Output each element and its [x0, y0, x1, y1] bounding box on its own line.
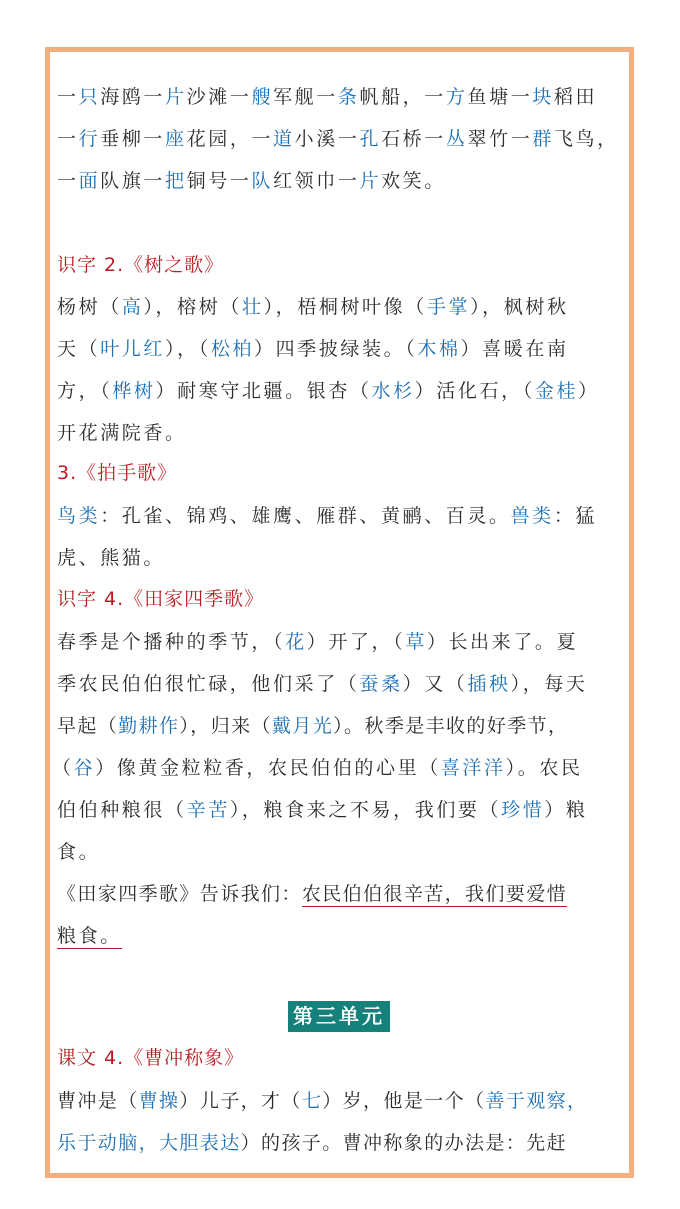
highlight-text: 木棉	[417, 338, 461, 360]
highlight-text: 水杉	[371, 380, 415, 402]
body-text: 稻田	[553, 86, 598, 108]
body-text: 早起（	[57, 715, 119, 737]
highlight-text: 高	[121, 296, 144, 318]
body-text: 一	[57, 170, 79, 192]
body-text: ），枫树秋	[470, 296, 569, 318]
highlight-text: 喜洋洋	[440, 757, 506, 779]
highlight-text: 行	[78, 128, 101, 150]
highlight-text: 草	[405, 631, 427, 653]
body-text: 军舰一	[273, 86, 338, 108]
body-text: ：孔雀、锦鸡、雄鹰、雁群、黄鹂、百灵。	[100, 505, 511, 527]
highlight-text: 蚕桑	[359, 673, 403, 695]
text-line	[57, 124, 632, 154]
highlight-text: 插秧	[467, 673, 511, 695]
text-line	[57, 1086, 632, 1116]
summary-underlined: 农民伯伯很辛苦，我们要爱惜	[301, 883, 568, 905]
highlight-text: 兽类	[510, 505, 554, 527]
body-text: ）。秋季是丰收的好季节，	[333, 715, 569, 737]
highlight-text: 面	[78, 170, 101, 192]
body-text: ），梧桐树叶像（	[263, 296, 427, 318]
highlight-text: 把	[165, 170, 187, 192]
highlight-text: 群	[532, 128, 554, 150]
text-line	[57, 376, 632, 406]
body-text: 方，（	[57, 380, 113, 402]
unit-badge: 第三单元	[288, 1001, 390, 1032]
section-heading: 识字 4.《田家四季歌》	[57, 588, 265, 610]
body-text: ）像黄金粒粒香，农民伯伯的心里（	[95, 757, 441, 779]
body-text: 一	[57, 86, 79, 108]
highlight-text: 片	[165, 86, 187, 108]
highlight-text: 金桂	[534, 380, 579, 402]
body-text: 欢笑。	[381, 170, 446, 192]
body-text: 铜号一	[186, 170, 252, 192]
highlight-text: 鸟类	[57, 505, 101, 527]
highlight-text: 丛	[445, 128, 468, 150]
highlight-text: 谷	[73, 757, 96, 779]
text-line	[57, 334, 632, 364]
body-text: 飞鸟，	[553, 128, 619, 150]
highlight-text: 叶儿红	[100, 338, 166, 360]
highlight-text: 壮	[241, 296, 264, 318]
body-text: ）活化石，（	[414, 380, 535, 402]
body-text: 小溪一	[294, 128, 360, 150]
highlight-text: 方	[445, 86, 468, 108]
text-line	[57, 627, 632, 657]
body-text: 伯伯种粮很（	[57, 799, 187, 821]
body-text: ），归来（	[179, 715, 272, 737]
text-line	[57, 669, 632, 699]
body-text: ），每天	[510, 673, 588, 695]
highlight-text: 条	[337, 86, 360, 108]
body-text: ）	[578, 380, 600, 402]
highlight-text: 珍惜	[501, 799, 545, 821]
body-text: （	[52, 757, 74, 779]
highlight-text: 片	[359, 170, 382, 192]
body-text: 鱼塘一	[467, 86, 533, 108]
body-text: ），（	[165, 338, 211, 360]
body-text: ）耐寒守北疆。银杏（	[155, 380, 372, 402]
summary-underlined: 粮食。	[57, 925, 122, 947]
summary-line	[57, 921, 632, 951]
highlight-text: 戴月光	[271, 715, 334, 737]
highlight-text: 曹操	[138, 1090, 180, 1112]
text-line	[57, 711, 632, 741]
highlight-text: 手掌	[426, 296, 471, 318]
highlight-text: 桦树	[112, 380, 156, 402]
body-text: ）的孩子。曹冲称象的办法是：先赶	[240, 1132, 568, 1154]
body-text: 花园，一	[186, 128, 274, 150]
section-heading: 3.《拍手歌》	[57, 462, 178, 484]
highlight-text: 艘	[251, 86, 274, 108]
body-text: 翠竹一	[467, 128, 533, 150]
body-text: 石桥一	[381, 128, 446, 150]
body-text: 曹冲是（	[57, 1090, 139, 1112]
highlight-text: 座	[165, 128, 187, 150]
text-line	[57, 501, 632, 531]
body-text: ）岁，他是一个（	[322, 1090, 486, 1112]
text-line	[57, 837, 632, 867]
body-text: ），榕树（	[143, 296, 242, 318]
highlight-text: 七	[301, 1090, 323, 1112]
text-line	[57, 543, 632, 573]
highlight-text: 道	[273, 128, 295, 150]
body-text: ）。农民	[505, 757, 583, 779]
section-heading: 识字 2.《树之歌》	[57, 254, 225, 276]
body-text: ）喜暖在南	[460, 338, 569, 360]
body-text: 沙滩一	[186, 86, 252, 108]
body-text: ）开了，（	[306, 631, 406, 653]
summary-line	[57, 879, 632, 909]
highlight-text: 队	[251, 170, 274, 192]
body-text: 春季是个播种的季节，（	[57, 631, 286, 653]
body-text: ）长出来了。夏	[426, 631, 579, 653]
highlight-text: 松柏	[210, 338, 255, 360]
body-text: 海鸥一	[100, 86, 166, 108]
body-text: 队旗一	[100, 170, 166, 192]
body-text: 杨树（	[57, 296, 122, 318]
section-heading: 课文 4.《曹冲称象》	[57, 1047, 245, 1069]
body-text: 红领巾一	[273, 170, 360, 192]
body-text: ）儿子，才（	[179, 1090, 302, 1112]
highlight-text: 块	[532, 86, 554, 108]
text-line	[57, 795, 632, 825]
body-text: 虎、熊猫。	[57, 547, 166, 569]
highlight-text: 花	[285, 631, 307, 653]
body-text: ）粮	[544, 799, 588, 821]
body-text: ）四季披绿装。（	[254, 338, 418, 360]
body-text: 天（	[57, 338, 101, 360]
text-line	[57, 82, 632, 112]
body-text: 开花满院香。	[57, 422, 187, 444]
body-text: 食。	[57, 841, 101, 863]
body-text: 一	[57, 128, 79, 150]
highlight-text: 勤耕作	[118, 715, 180, 737]
body-text: ：猛	[553, 505, 598, 527]
text-line	[57, 166, 632, 196]
text-line	[52, 753, 627, 783]
highlight-text: 只	[78, 86, 101, 108]
summary-prefix: 《田家四季歌》告诉我们：	[57, 883, 302, 905]
highlight-text: 乐于动脑，大胆表达	[57, 1132, 241, 1154]
highlight-text: 善于观察，	[485, 1090, 588, 1112]
text-line	[57, 292, 632, 322]
highlight-text: 孔	[359, 128, 382, 150]
body-text: 垂柳一	[100, 128, 166, 150]
body-text: 帆船，一	[359, 86, 446, 108]
text-line	[57, 1128, 632, 1158]
body-text: ）又（	[402, 673, 468, 695]
body-text: 季农民伯伯很忙碌，他们采了（	[57, 673, 360, 695]
body-text: ），粮食来之不易，我们要（	[229, 799, 502, 821]
text-line	[57, 418, 632, 448]
highlight-text: 辛苦	[186, 799, 230, 821]
